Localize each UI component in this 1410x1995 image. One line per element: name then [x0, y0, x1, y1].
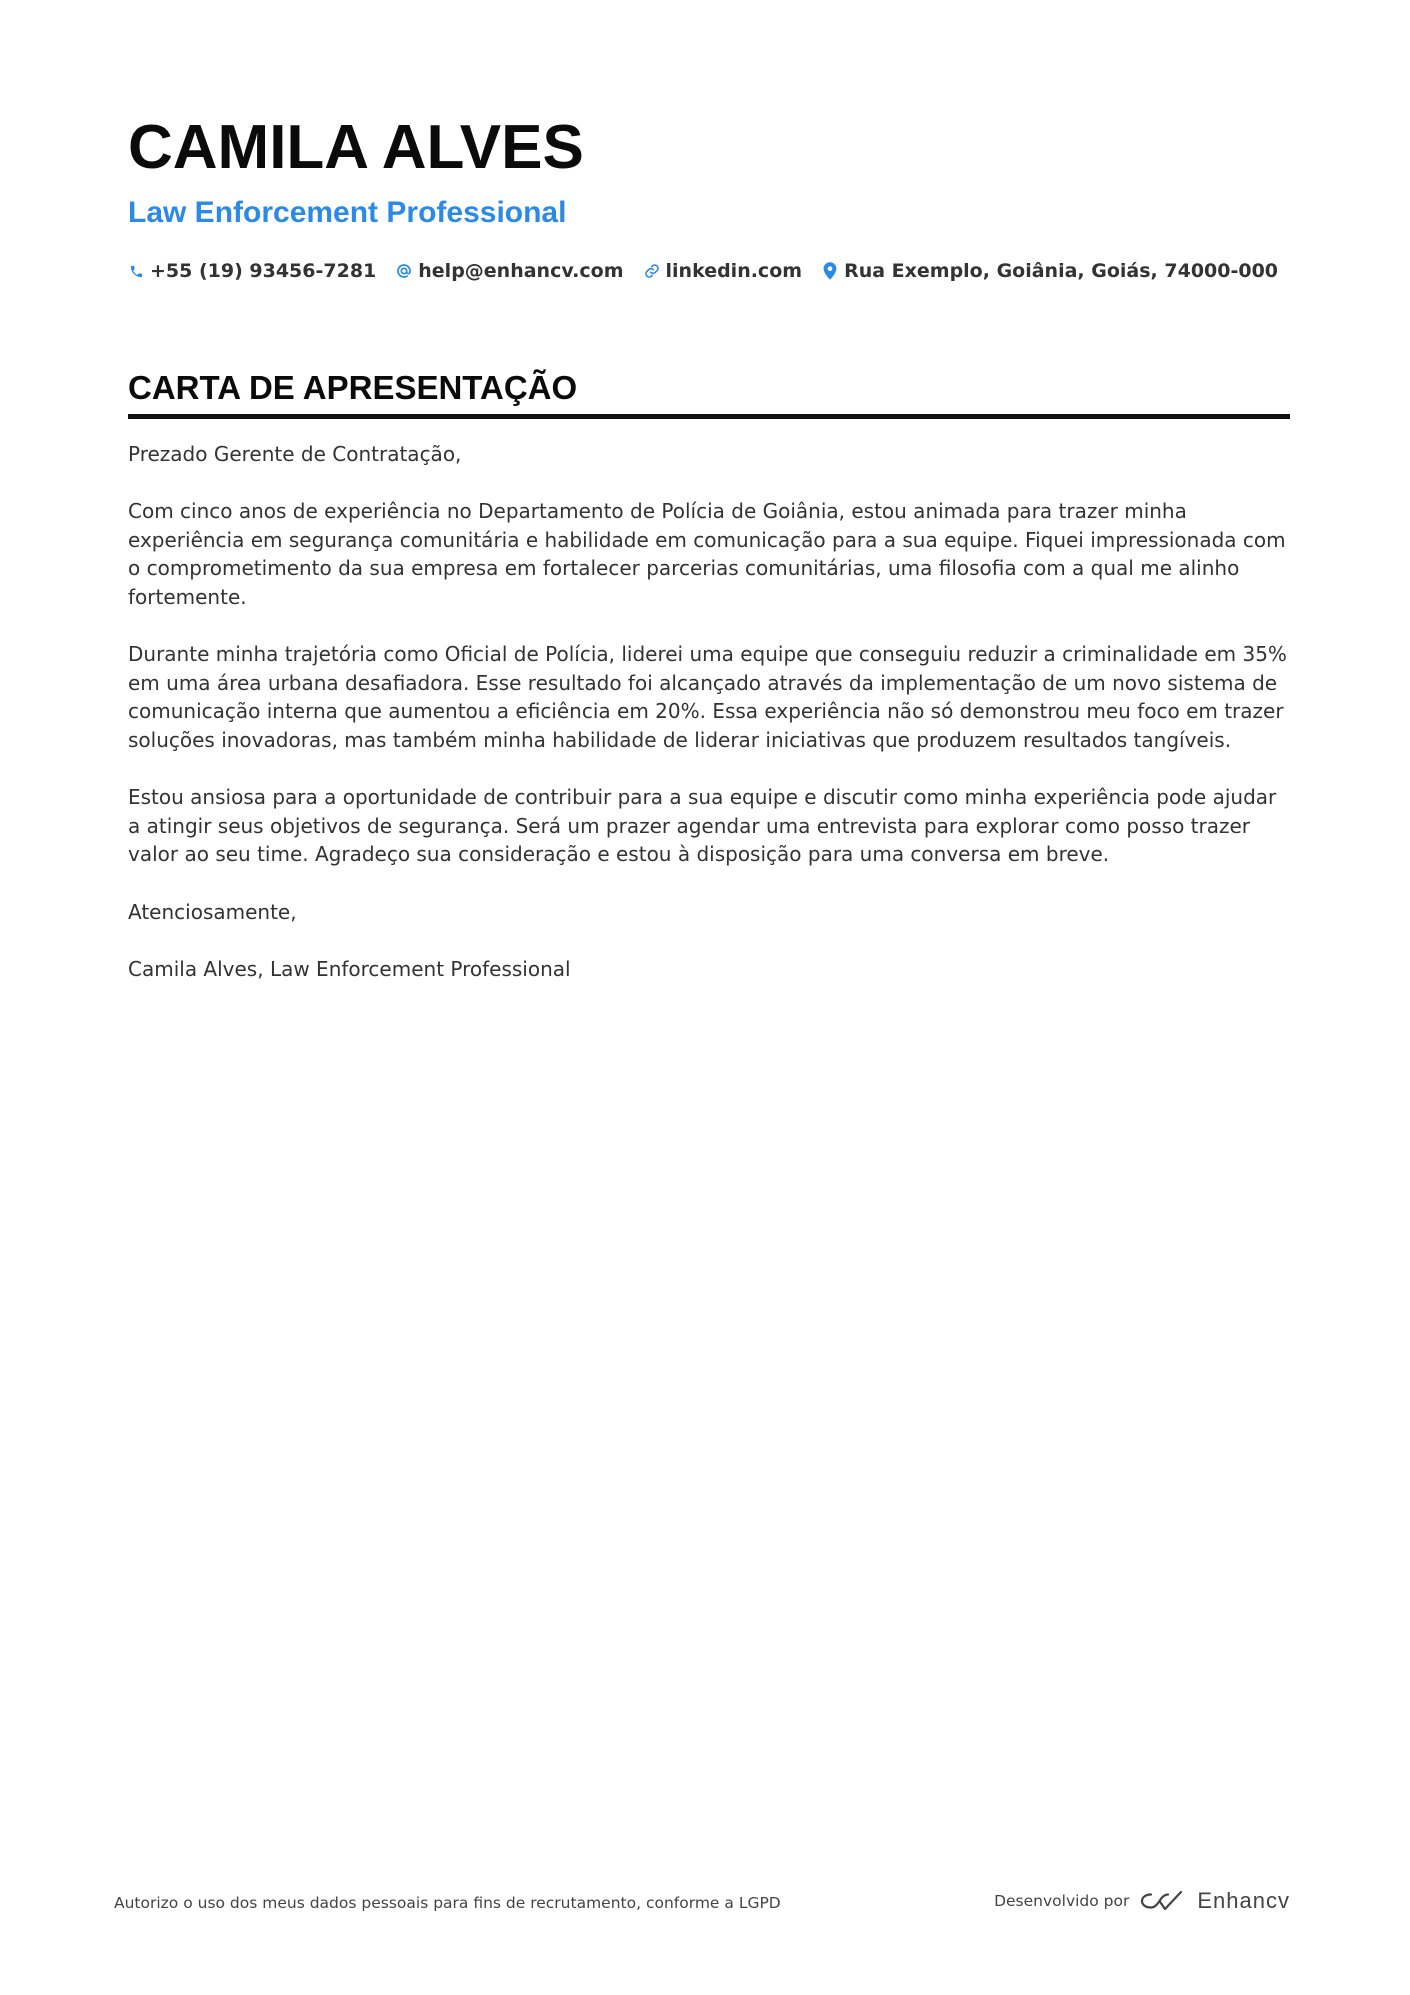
link-icon	[644, 262, 660, 280]
letter-paragraph: Durante minha trajetória como Oficial de Polícia, liderei uma equipe que conseguiu reduzir a criminalidade em 35% em uma área urbana desafiadora. Esse resultado foi alcançado através da implementação de um novo sistema de comunicação interna que aumentou a eficiência em 20%. Essa experiência não só demonstrou meu foco em trazer soluções inovadoras, mas também minha habilidade de liderar iniciativas que produzem resultados tangíveis.	[128, 642, 1287, 752]
letter-body	[128, 440, 1290, 1012]
letter-greeting: Prezado Gerente de Contratação,	[128, 442, 462, 466]
letter-closing: Atenciosamente,	[128, 899, 297, 924]
candidate-name: CAMILA ALVES	[128, 113, 584, 182]
letter-paragraph: Com cinco anos de experiência no Departamento de Polícia de Goiânia, estou animada para trazer minha experiência em segurança comunitária e habilidade em comunicação para a sua equipe. Fiquei impressionada com o comprometimento da sua empresa em fortalecer parcerias comunitárias, uma filosofia com a qual me alinho fortemente.	[128, 499, 1286, 609]
phone-number: +55 (19) 93456-7281	[150, 260, 377, 282]
section-divider	[128, 414, 1290, 419]
section-title: CARTA DE APRESENTAÇÃO	[128, 369, 578, 406]
powered-by[interactable]	[994, 1886, 1290, 1916]
enhancv-brand: Enhancv	[1197, 1888, 1290, 1913]
consent-text: Autorizo o uso dos meus dados pessoais para fins de recrutamento, conforme a LGPD	[114, 1894, 781, 1912]
contact-location[interactable]	[822, 260, 1278, 282]
address: Rua Exemplo, Goiânia, Goiás, 74000-000	[844, 260, 1279, 282]
phone-icon	[128, 262, 144, 280]
powered-by-label: Desenvolvido por	[994, 1892, 1130, 1910]
email-address: help@enhancv.com	[418, 260, 624, 282]
location-pin-icon	[822, 262, 838, 280]
candidate-role: Law Enforcement Professional	[128, 196, 567, 229]
enhancv-logo-icon	[1139, 1888, 1185, 1914]
contact-link[interactable]	[644, 260, 803, 282]
contact-email[interactable]	[396, 260, 623, 282]
contact-phone[interactable]	[128, 260, 376, 282]
linkedin-link: linkedin.com	[665, 260, 803, 282]
letter-signature: Camila Alves, Law Enforcement Professional	[128, 956, 571, 981]
at-icon	[396, 262, 412, 280]
section-header	[128, 366, 1290, 419]
contact-bar	[128, 256, 1288, 286]
resume-header	[128, 108, 1288, 286]
letter-paragraph: Estou ansiosa para a oportunidade de contribuir para a sua equipe e discutir como minha experiência pode ajudar a atingir seus objetivos de segurança. Será um prazer agendar uma entrevista para explorar como posso trazer valor ao seu time. Agradeço sua consideração e estou à disposição para uma conversa em breve.	[128, 785, 1277, 867]
